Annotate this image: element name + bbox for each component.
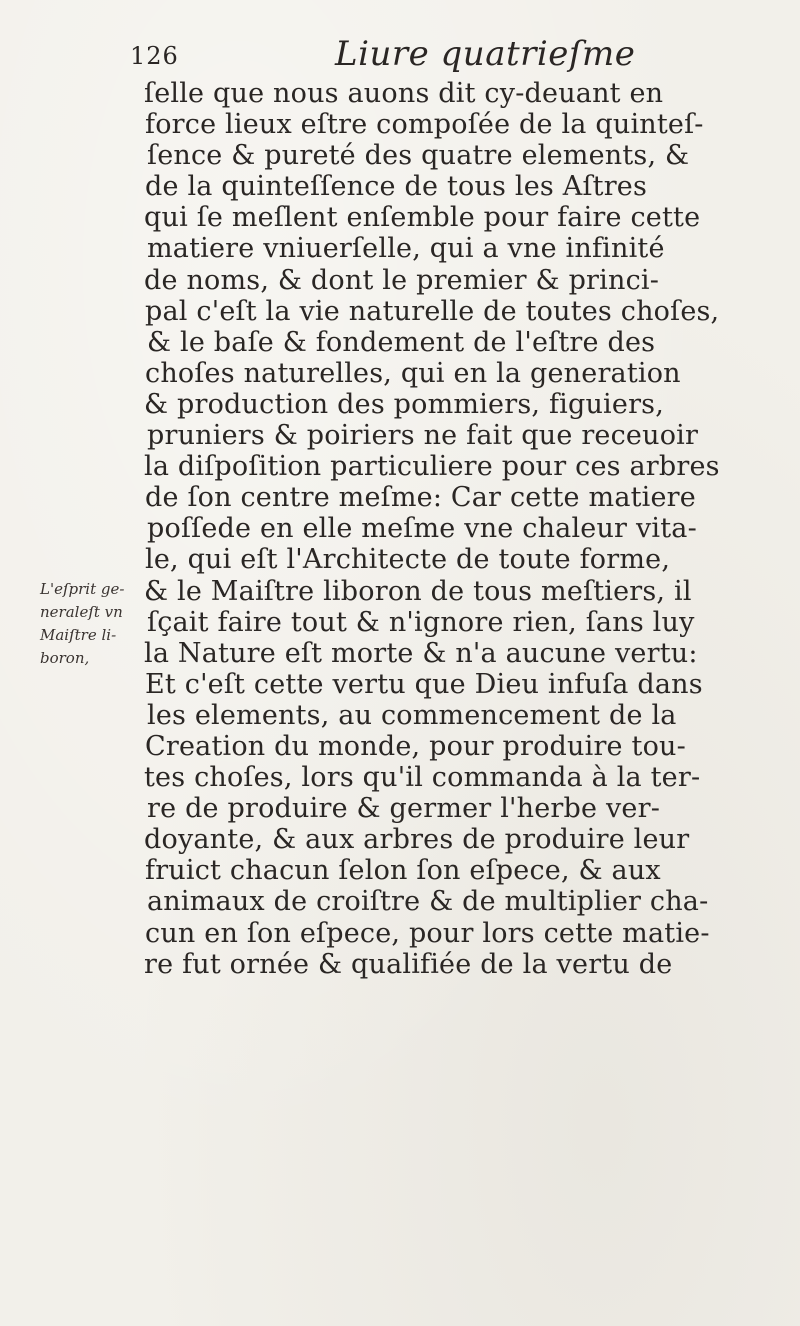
text-line: choſes naturelles, qui en la generation <box>145 357 681 389</box>
text-line: force lieux eſtre compoſée de la quinteſ- <box>145 109 704 141</box>
body-text <box>145 78 775 980</box>
marginal-note-line: Maiſtre li- <box>40 626 117 644</box>
marginal-note-line: neraleſt vn <box>40 603 123 621</box>
text-line: & production des pommiers, figuiers, <box>144 388 665 420</box>
page-header <box>130 30 750 80</box>
text-line: Et c'eſt cette vertu que Dieu infuſa dans <box>145 668 703 700</box>
text-line: les elements, au commencement de la <box>147 699 677 731</box>
text-line: re fut ornée & qualifiée de la vertu de <box>144 948 673 980</box>
text-line: poſſede en elle meſme vne chaleur vita- <box>147 513 697 545</box>
text-line: ſelle que nous auons dit cy-deuant en <box>144 78 664 109</box>
text-line: de noms, & dont le premier & princi- <box>144 264 660 296</box>
marginal-note-line: L'eſprit ge- <box>40 580 125 598</box>
text-line: animaux de croiſtre & de multiplier cha- <box>147 886 709 918</box>
text-line: la Nature eſt morte & n'a aucune vertu: <box>144 637 698 669</box>
text-line: re de produire & germer l'herbe ver- <box>147 793 661 825</box>
marginal-note <box>40 578 128 670</box>
text-line: de ſon centre meſme: Car cette matiere <box>145 482 696 514</box>
text-line: le, qui eſt l'Architecte de toute forme, <box>145 544 671 576</box>
text-line: la diſpoſition particuliere pour ces arbres <box>144 451 720 483</box>
text-line: doyante, & aux arbres de produire leur <box>144 824 690 856</box>
text-line: & le Maiſtre liboron de tous meſtiers, il <box>144 575 692 607</box>
running-title: Liure quatrieſme <box>335 34 636 74</box>
text-line: matiere vniuerſelle, qui a vne infinité <box>147 233 665 265</box>
text-line: pal c'eſt la vie naturelle de toutes choſes, <box>145 295 720 327</box>
text-line: Creation du monde, pour produire tou- <box>145 730 686 762</box>
text-line: qui ſe meſlent enſemble pour faire cette <box>144 202 701 234</box>
text-line: fruict chacun ſelon ſon eſpece, & aux <box>145 855 661 887</box>
text-line: de la quinteſſence de tous les Aſtres <box>145 171 648 203</box>
text-line: ſçait faire tout & n'ignore rien, ſans luy <box>147 606 695 638</box>
page-number: 126 <box>130 42 179 70</box>
text-line: ſence & pureté des quatre elements, & <box>147 140 690 172</box>
text-line: pruniers & poiriers ne fait que receuoir <box>147 420 699 452</box>
text-line: tes choſes, lors qu'il commanda à la ter- <box>144 762 701 794</box>
text-line: & le baſe & fondement de l'eſtre des <box>147 326 656 358</box>
text-line: cun en ſon eſpece, pour lors cette matie- <box>145 917 710 949</box>
marginal-note-line: boron, <box>40 649 90 667</box>
